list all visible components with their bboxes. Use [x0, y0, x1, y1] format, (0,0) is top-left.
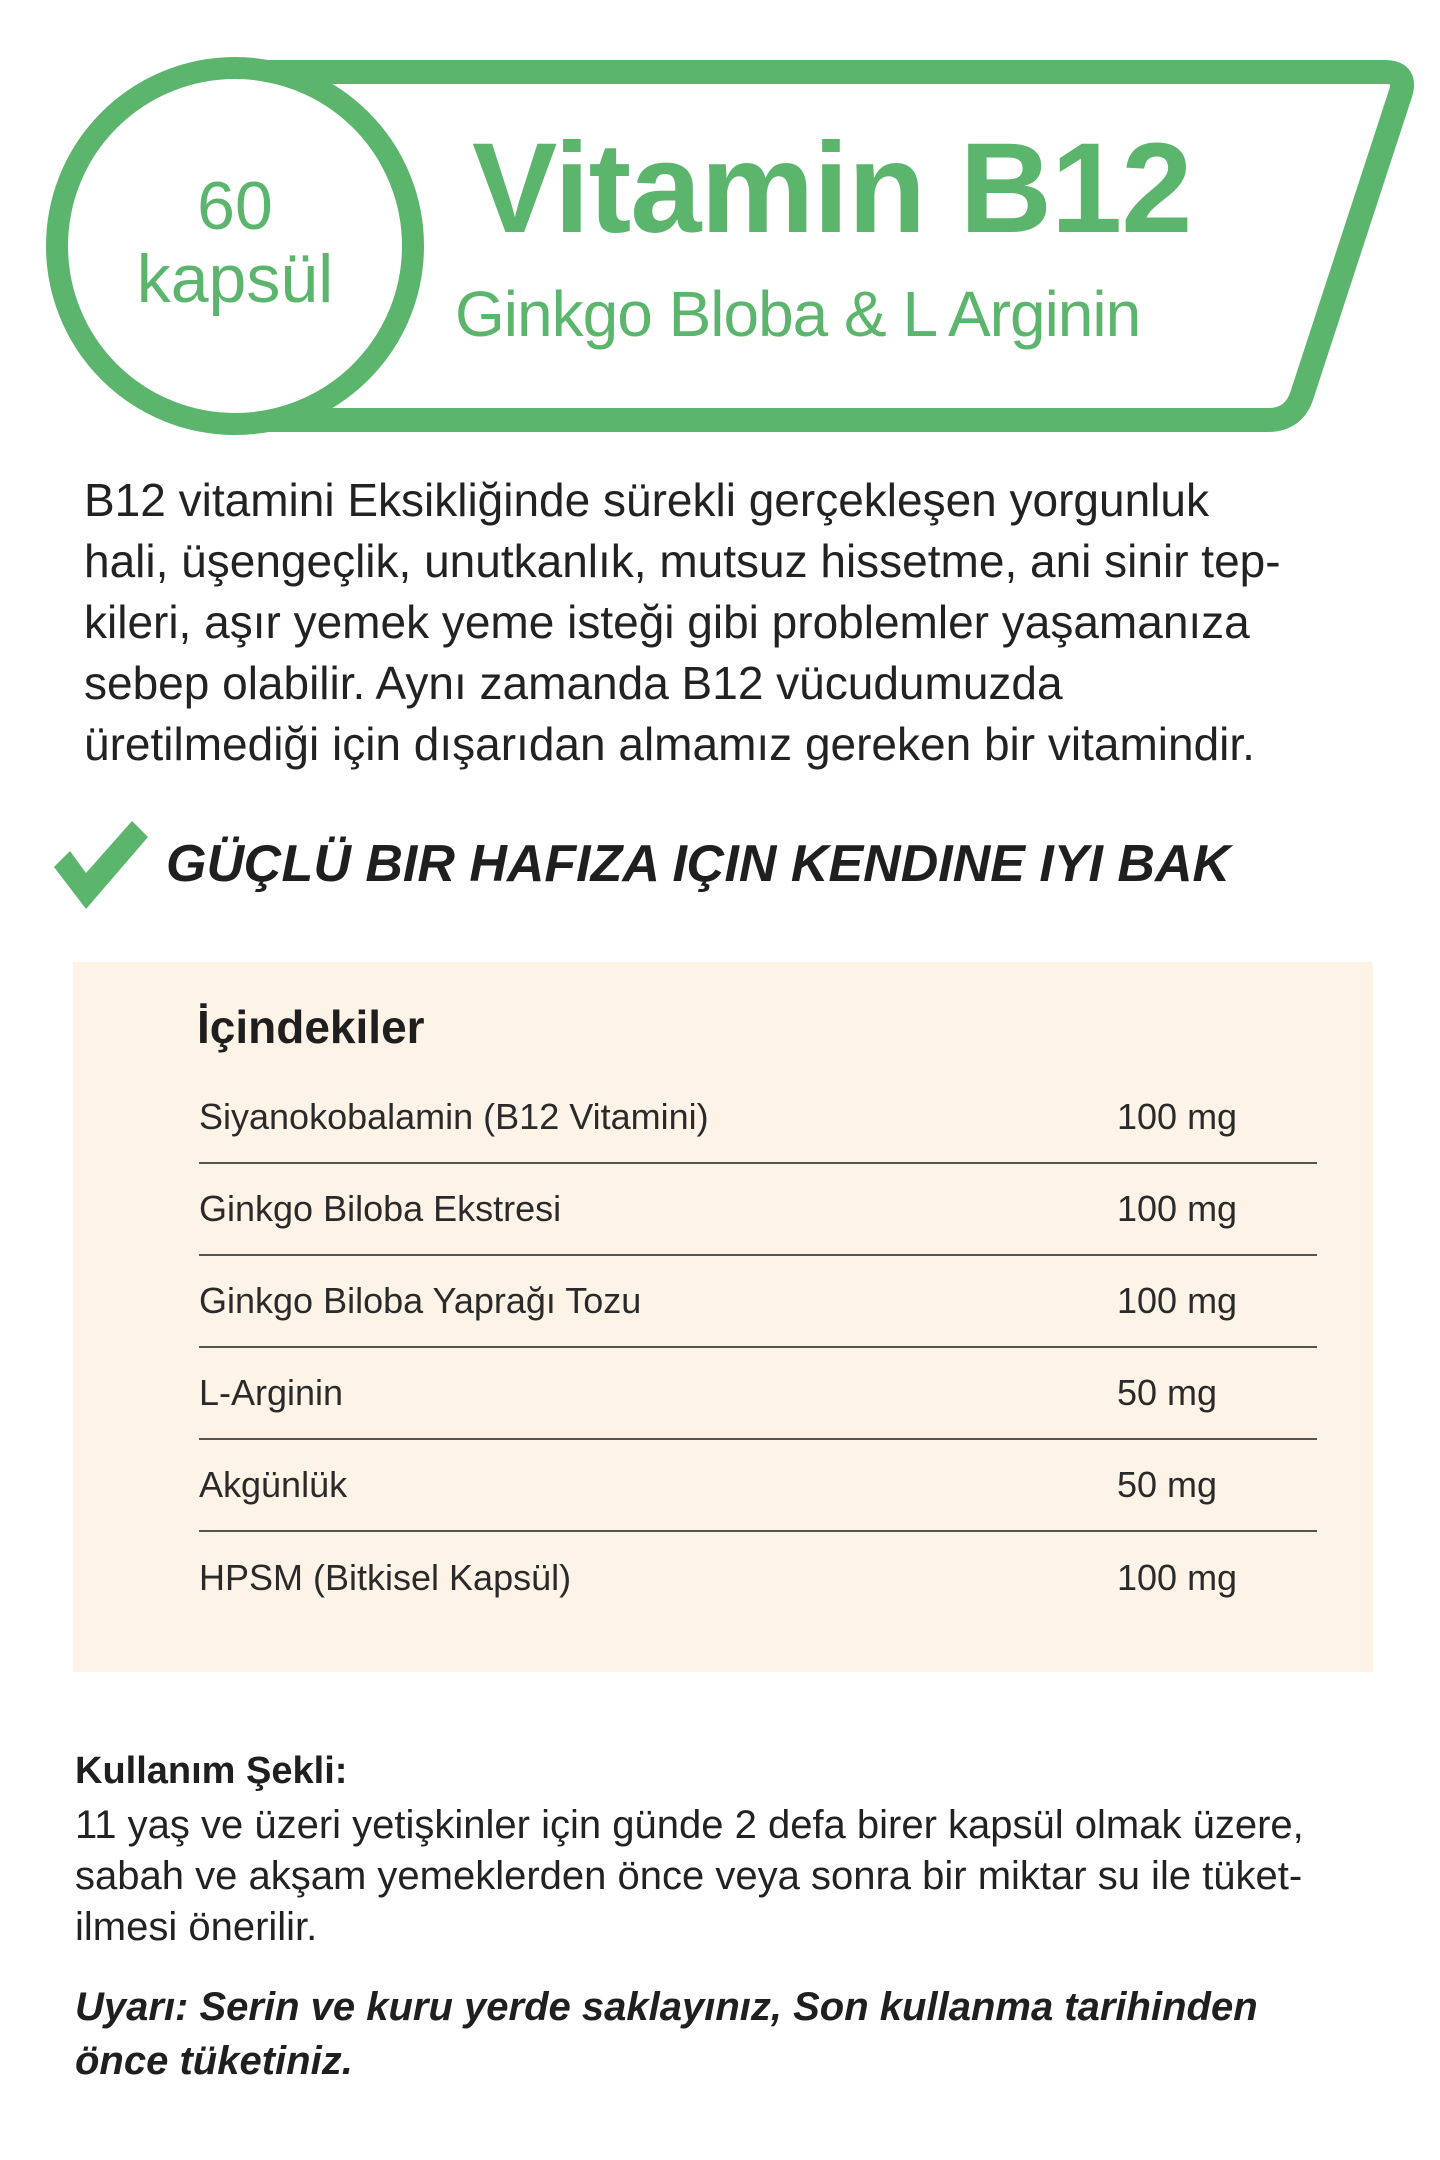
- table-row: [199, 1440, 1317, 1532]
- ingredient-name: Ginkgo Biloba Yaprağı Tozu: [199, 1280, 642, 1321]
- intro-line: B12 vitamini Eksikliğinde sürekli gerçekleşen yorgunluk: [84, 474, 1209, 526]
- intro-paragraph: [84, 470, 1364, 775]
- warning-line: önce tüketiniz.: [75, 2039, 353, 2083]
- checkmark-icon: [50, 815, 150, 915]
- ingredients-table: [199, 1072, 1317, 1624]
- ingredient-amount: 100 mg: [1117, 1280, 1238, 1321]
- ingredient-name: L-Arginin: [199, 1372, 344, 1413]
- table-row: [199, 1532, 1317, 1624]
- ingredient-amount: 50 mg: [1117, 1372, 1218, 1413]
- usage-line: 11 yaş ve üzeri yetişkinler için günde 2 defa birer kapsül olmak üzere,: [75, 1803, 1304, 1847]
- capsule-count-unit: kapsül: [136, 241, 334, 317]
- ingredient-amount: 50 mg: [1117, 1464, 1218, 1505]
- ingredient-name: HPSM (Bitkisel Kapsül): [199, 1557, 572, 1598]
- ingredient-name: Ginkgo Biloba Ekstresi: [199, 1188, 562, 1229]
- capsule-count-number: 60: [197, 167, 273, 244]
- ingredient-amount: 100 mg: [1117, 1557, 1238, 1598]
- table-row: [199, 1164, 1317, 1256]
- usage-paragraph: [75, 1800, 1415, 1953]
- capsule-count-badge: [60, 68, 410, 418]
- warning-text: [75, 1980, 1415, 2088]
- ingredients-panel: [73, 962, 1373, 1672]
- table-row: [199, 1072, 1317, 1164]
- slogan: GÜÇLÜ BIR HAFIZA IÇIN KENDINE IYI BAK: [166, 835, 1231, 893]
- warning-line: Uyarı: Serin ve kuru yerde saklayınız, Son kullanma tarihinden: [75, 1985, 1258, 2029]
- ingredient-name: Siyanokobalamin (B12 Vitamini): [199, 1096, 709, 1137]
- usage-title: Kullanım Şekli:: [75, 1750, 348, 1792]
- usage-line: sabah ve akşam yemeklerden önce veya sonra bir miktar su ile tüket-: [75, 1854, 1303, 1898]
- product-title: Vitamin B12: [472, 117, 1192, 260]
- intro-line: kileri, aşır yemek yeme isteği gibi problemler yaşamanıza: [84, 596, 1250, 648]
- intro-line: sebep olabilir. Aynı zamanda B12 vücudumuzda: [84, 657, 1063, 709]
- ingredient-amount: 100 mg: [1117, 1188, 1238, 1229]
- product-banner: [0, 0, 1440, 450]
- ingredients-title: İçindekiler: [197, 1001, 425, 1053]
- ingredient-name: Akgünlük: [199, 1464, 348, 1505]
- table-row: [199, 1256, 1317, 1348]
- intro-line: hali, üşengeçlik, unutkanlık, mutsuz hissetme, ani sinir tep-: [84, 535, 1281, 587]
- table-row: [199, 1348, 1317, 1440]
- product-subtitle: Ginkgo Bloba & L Arginin: [455, 278, 1141, 350]
- ingredient-amount: 100 mg: [1117, 1096, 1238, 1137]
- intro-line: üretilmediği için dışarıdan almamız gereken bir vitamindir.: [84, 718, 1255, 770]
- usage-line: ilmesi önerilir.: [75, 1905, 318, 1949]
